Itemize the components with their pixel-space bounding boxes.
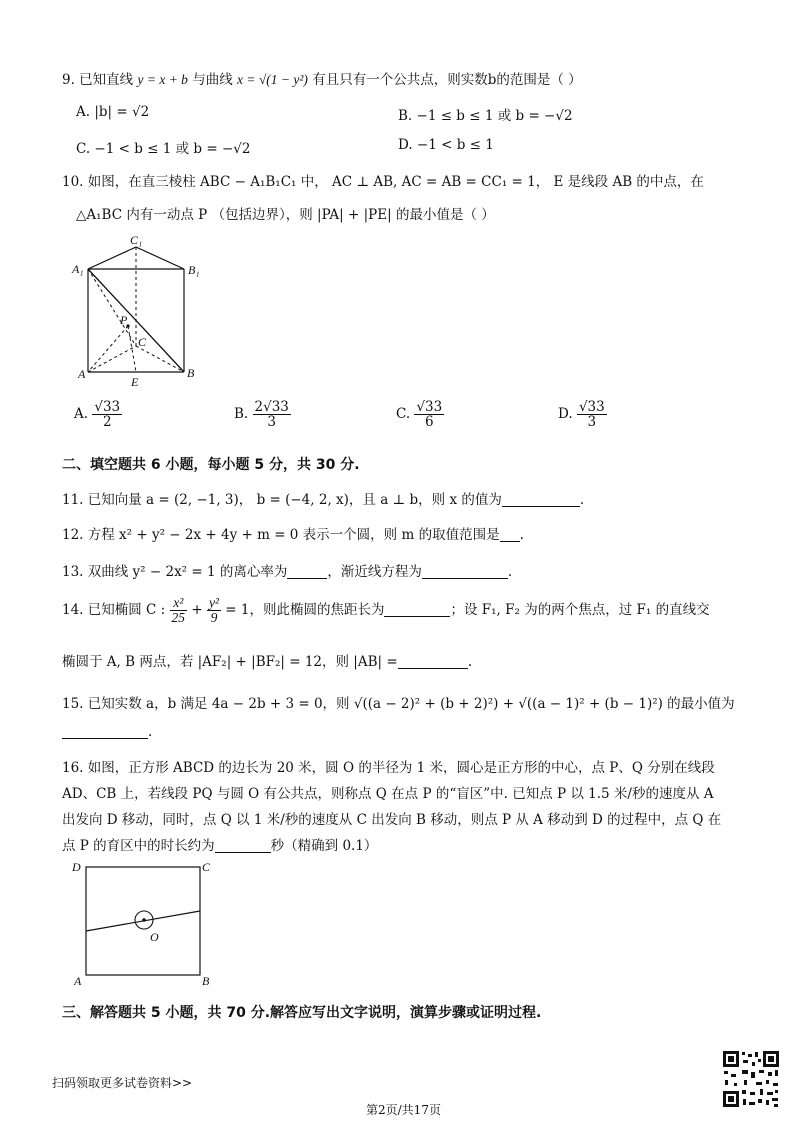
q16-line3: 出发向 D 移动，同时，点 Q 以 1 米/秒的速度从 C 出发向 B 移动，则点 P 从 A 移动到 D 的过程中，点 Q 在 <box>62 812 722 828</box>
q14-plus: + <box>191 602 203 619</box>
q10-option-b <box>234 400 291 429</box>
q9-option-c: C. −1 < b ≤ 1 或 b = −√2 <box>76 141 251 157</box>
q12-text: 12. 方程 x² + y² − 2x + 4y + m = 0 表示一个圆，则 m 的取值范围是 <box>62 527 500 543</box>
q16-line4-pre: 点 P 的育区中的时长约为 <box>62 838 215 854</box>
q13-end: . <box>507 564 513 580</box>
q12 <box>62 523 524 543</box>
label-A: A <box>78 367 86 381</box>
q10-option-b-label: B. <box>234 406 249 423</box>
q13-text1: 13. 双曲线 y² − 2x² = 1 的离心率为 <box>62 564 288 580</box>
q14-frac-x <box>170 596 188 625</box>
q16-answer-blank[interactable] <box>215 838 271 853</box>
label-B: B <box>187 366 195 380</box>
q15-answer <box>62 724 152 740</box>
label-C-square: C <box>202 860 211 874</box>
footer-qr-text[interactable]: 扫码领取更多试卷资料>> <box>52 1076 193 1090</box>
q9-stem-mid: 与曲线 <box>192 72 233 88</box>
q14-pre: 14. 已知椭圆 C : <box>62 602 166 619</box>
q11-end: . <box>579 492 585 508</box>
q12-answer-blank[interactable] <box>500 527 520 542</box>
q16-line4-post: 秒（精确到 0.1） <box>270 838 378 854</box>
q9-line-equation: y = x + b <box>137 72 188 87</box>
q16-line2: AD、CB 上，若线段 PQ 与圆 O 有公共点，则称点 Q 在点 P 的“盲区”中. 已知点 P 以 1.5 米/秒的速度从 A <box>62 786 714 802</box>
q14-frac-y-num: y² <box>208 595 219 610</box>
prism-figure <box>70 232 210 392</box>
q10-option-a-label: A. <box>74 406 89 423</box>
q10-option-d-num: √33 <box>578 399 605 415</box>
q9-stem-post: 有且只有一个公共点，则实数b的范围是（ ） <box>312 72 582 88</box>
q9-stem-pre: 9. 已知直线 <box>62 72 134 88</box>
q10-option-b-frac <box>253 400 291 429</box>
q10-option-b-num: 2√33 <box>254 399 289 415</box>
q14-frac-y <box>207 596 221 625</box>
q10-option-c-den: 6 <box>425 414 434 431</box>
q10-option-c-frac <box>414 400 444 429</box>
q11-answer-blank[interactable] <box>502 492 580 507</box>
q14-ab-blank[interactable] <box>398 654 468 669</box>
q9-option-a: A. |b| = √2 <box>76 104 150 120</box>
q15-answer-blank[interactable] <box>62 724 148 739</box>
q10-option-d-den: 3 <box>587 414 597 431</box>
q10-option-c-num: √33 <box>416 399 443 415</box>
q14-eq: = 1，则此椭圆的焦距长为 <box>225 602 385 619</box>
square-figure <box>66 855 226 990</box>
q10-option-a <box>74 400 122 429</box>
q13-asymptote-blank[interactable] <box>422 564 508 579</box>
q11-text: 11. 已知向量 a = (2, −1, 3)， b = (−4, 2, x)，且 a ⊥ b，则 x 的值为 <box>62 492 502 508</box>
q10-option-a-den: 2 <box>102 414 112 431</box>
q10-option-a-num: √33 <box>94 399 121 415</box>
q14-frac-x-den: 25 <box>171 610 186 626</box>
q9-option-d: D. −1 < b ≤ 1 <box>398 137 494 153</box>
q14-line1 <box>62 596 710 625</box>
section-2-heading: 二、填空题共 6 小题，每小题 5 分，共 30 分. <box>62 457 360 473</box>
q14-frac-y-den: 9 <box>210 610 218 626</box>
q10-option-c <box>396 400 444 429</box>
label-B1: B₁ <box>188 263 200 277</box>
label-A-square: A <box>74 974 82 988</box>
label-O: O <box>150 930 159 944</box>
q13-eccentricity-blank[interactable] <box>287 564 327 579</box>
q13 <box>62 560 512 580</box>
section-3-heading: 三、解答题共 5 小题，共 70 分.解答应写出文字说明，演算步骤或证明过程. <box>62 1005 542 1021</box>
q9-option-b: B. −1 ≤ b ≤ 1 或 b = −√2 <box>398 108 573 124</box>
q14-line2 <box>62 650 472 670</box>
q15-end: . <box>148 724 153 740</box>
q14-post: ；设 F₁, F₂ 为的两个焦点，过 F₁ 的直线交 <box>450 602 710 619</box>
q9-curve-equation: x = √(1 − y²) <box>237 72 308 87</box>
q10-option-d-frac <box>577 400 607 429</box>
label-E: E <box>131 375 139 389</box>
q16-line1: 16. 如图，正方形 ABCD 的边长为 20 米，圆 O 的半径为 1 米，圆心是正方形的中心，点 P、Q 分别在线段 <box>62 760 715 776</box>
page-number: 第2页/共17页 <box>366 1103 441 1117</box>
q14-frac-x-num: x² <box>170 596 188 611</box>
q14-focal-blank[interactable] <box>384 602 450 617</box>
label-B-square: B <box>202 974 210 988</box>
label-C: C <box>138 335 147 349</box>
q10-option-d-label: D. <box>558 406 573 423</box>
q10-line1: 10. 如图，在直三棱柱 ABC − A₁B₁C₁ 中， AC ⊥ AB, AC = AB = CC₁ = 1， E 是线段 AB 的中点，在 <box>62 174 704 190</box>
q10-option-c-label: C. <box>396 406 411 423</box>
label-P: P <box>120 313 128 327</box>
q9-stem <box>62 68 582 88</box>
qr-code-icon[interactable] <box>722 1050 780 1108</box>
q14-line2-text: 椭圆于 A, B 两点，若 |AF₂| + |BF₂| = 12，则 |AB| = <box>62 654 398 670</box>
q11 <box>62 488 584 508</box>
label-A1: A₁ <box>72 262 84 276</box>
q10-line2: △A₁BC 内有一动点 P （包括边界），则 |PA| + |PE| 的最小值是（ ） <box>76 207 495 223</box>
label-C1: C₁ <box>130 233 143 247</box>
q10-option-d <box>558 400 607 429</box>
q13-text2: ，渐近线方程为 <box>327 564 422 580</box>
q14-end: . <box>467 654 472 670</box>
q10-option-a-frac <box>92 400 122 429</box>
q12-end: . <box>519 527 524 543</box>
q10-option-b-den: 3 <box>267 414 276 431</box>
label-D: D <box>72 860 81 874</box>
q16-line4 <box>62 834 377 854</box>
q15-text: 15. 已知实数 a，b 满足 4a − 2b + 3 = 0，则 √((a − 2)² + (b + 2)²) + √((a − 1)² + (b − 1)²) 的最小值为 <box>62 696 735 712</box>
